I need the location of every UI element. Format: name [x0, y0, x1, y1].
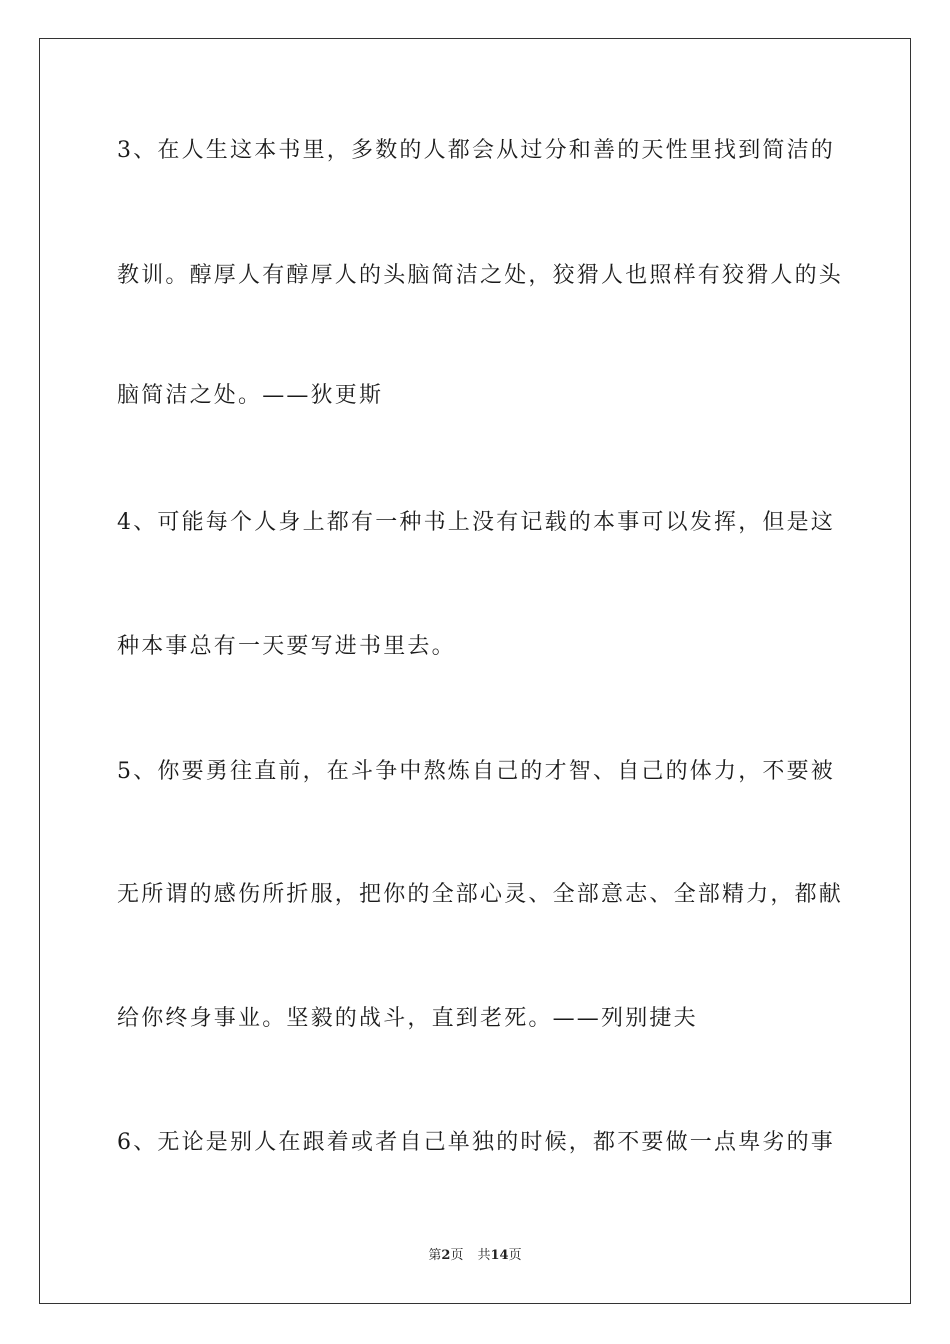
page-border — [39, 38, 911, 1304]
footer-total-number: 14 — [490, 1248, 509, 1263]
text-line-4: 4、可能每个人身上都有一种书上没有记载的本事可以发挥，但是这 — [117, 510, 835, 535]
text-line-8: 给你终身事业。坚毅的战斗，直到老死。——列别捷夫 — [117, 1006, 698, 1031]
footer-total-prefix: 共 — [477, 1248, 491, 1263]
footer-page-prefix: 第 — [428, 1248, 442, 1263]
text-line-7: 无所谓的感伤所折服，把你的全部心灵、全部意志、全部精力，都献 — [117, 882, 844, 907]
page-footer — [0, 1247, 950, 1265]
footer-total-suffix: 页 — [508, 1248, 522, 1263]
text-line-1: 3、在人生这本书里，多数的人都会从过分和善的天性里找到简洁的 — [117, 138, 835, 163]
text-line-5: 种本事总有一天要写进书里去。 — [117, 634, 456, 659]
text-line-2: 教训。醇厚人有醇厚人的头脑简洁之处，狡猾人也照样有狡猾人的头 — [117, 263, 844, 288]
text-line-3: 脑简洁之处。——狄更斯 — [117, 383, 384, 408]
footer-page-suffix: 页 — [450, 1248, 464, 1263]
footer-page-number: 2 — [441, 1248, 451, 1263]
text-line-9: 6、无论是别人在跟着或者自己单独的时候，都不要做一点卑劣的事 — [117, 1130, 835, 1155]
text-line-6: 5、你要勇往直前，在斗争中熬炼自己的才智、自己的体力，不要被 — [117, 759, 835, 784]
